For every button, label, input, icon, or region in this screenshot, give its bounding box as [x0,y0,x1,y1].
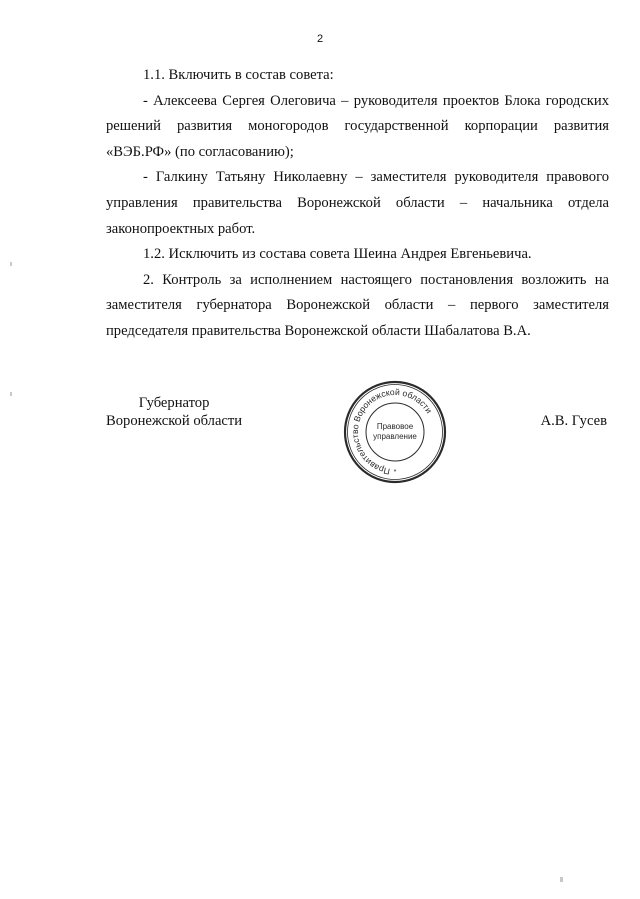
signatory-title-line2: Воронежской области [106,413,243,429]
paragraph-1-1: 1.1. Включить в состав совета: [143,67,334,83]
page-number: 2 [316,33,324,45]
paragraph-2: 2. Контроль за исполнением настоящего постановления возложить на заместителя губернатора Воронежской области – первого заместителя председателя правительства Воронежской области Шабалатова В.А. [106,271,609,339]
paragraph-1-2: 1.2. Исключить из состава совета Шеина Андрея Евгеньевича. [143,246,532,263]
signatory-name: А.В. Гусев [540,413,607,429]
scan-speck [10,262,12,266]
document-body [106,63,609,345]
scan-speck [10,392,12,396]
signatory-title [106,394,242,430]
paragraph-alekseev: - Алексеева Сергея Олеговича – руководителя проектов Блока городских решений развития моногородов государственной корпорации развития «ВЭБ.РФ» (по согласованию); [106,92,609,160]
scan-speck [560,877,563,882]
signatory-title-line1: Губернатор [138,395,210,411]
official-stamp [342,379,448,485]
stamp-center-line2: управление [373,432,417,441]
stamp-center-line1: Правовое [376,422,414,431]
stamp-star-mark: * [393,469,397,476]
stamp-ring-text: Правительство Воронежской области [349,386,435,477]
paragraph-galkina: - Галкину Татьяну Николаевну – заместителя руководителя правового управления правительства Воронежской области – начальника отдела законопроектных работ. [106,169,609,237]
